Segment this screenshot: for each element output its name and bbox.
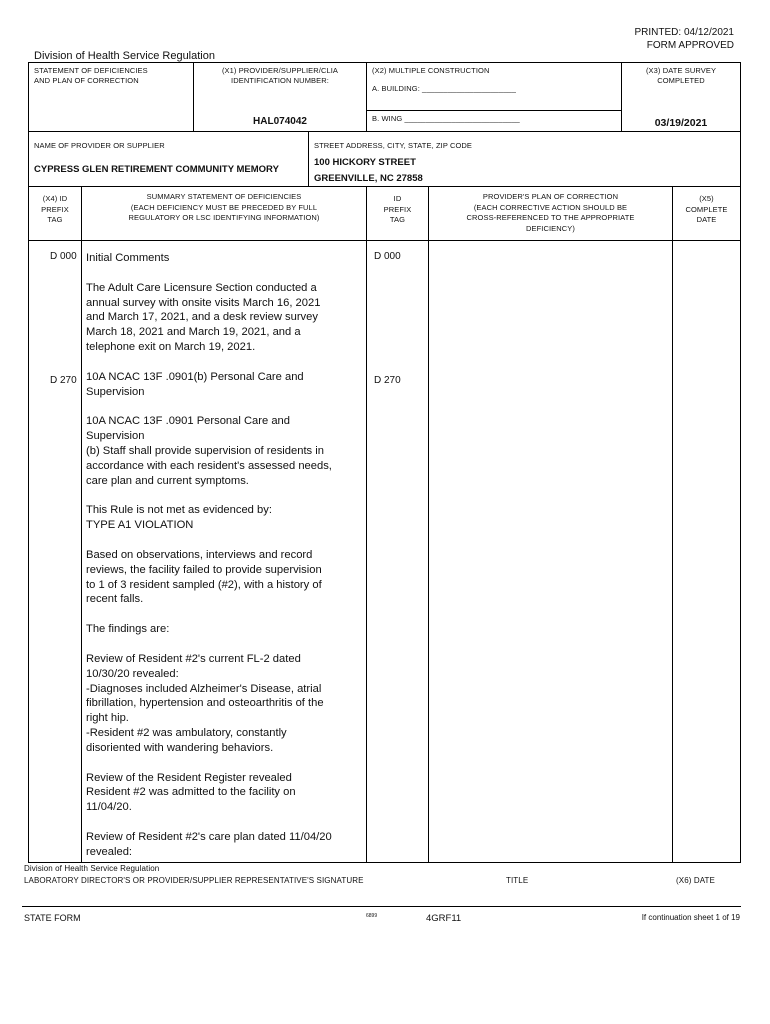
wing-line: B. WING ___________________________ (372, 114, 520, 123)
deficiency-text (86, 251, 364, 861)
tag-d270-right: D 270 (374, 375, 401, 386)
id-header: ID PREFIX TAG (383, 194, 412, 224)
footer-division: Division of Health Service Regulation (24, 864, 160, 873)
signature-label: LABORATORY DIRECTOR'S OR PROVIDER/SUPPLIER REPRESENTATIVE'S SIGNATURE (24, 876, 364, 885)
state-form-label: STATE FORM (24, 913, 81, 923)
tag-d000-right: D 000 (374, 251, 401, 262)
provider-id: HAL074042 (253, 116, 307, 127)
provider-name: CYPRESS GLEN RETIREMENT COMMUNITY MEMORY (34, 164, 279, 175)
x3-label: (X3) DATE SURVEY COMPLETED (645, 66, 717, 85)
continuation-note: If continuation sheet 1 of 19 (641, 913, 740, 922)
title-label: TITLE (506, 876, 529, 885)
address-city: GREENVILLE, NC 27858 (314, 173, 423, 184)
division-title: Division of Health Service Regulation (34, 50, 215, 62)
fl2-paragraph: Review of Resident #2's current FL-2 dated 10/30/20 revealed: -Diagnoses included Alzheimer's Disease, atrial fibrillation, hypertension and osteoarthritis of the right hip. -Resident #2 was ambulatory, constantly disoriented with wandering behaviors. (86, 652, 324, 754)
rule-heading: 10A NCAC 13F .0901(b) Personal Care and Supervision (86, 370, 304, 398)
x4-header: (X4) ID PREFIX TAG (41, 194, 69, 224)
date-label: (X6) DATE (676, 876, 715, 885)
register-paragraph: Review of the Resident Register revealed Resident #2 was admitted to the facility on 11/04/20. (86, 771, 296, 814)
care-plan-paragraph: Review of Resident #2's care plan dated 11/04/20 revealed: (86, 830, 332, 858)
summary-header: SUMMARY STATEMENT OF DEFICIENCIES (EACH DEFICIENCY MUST BE PRECEDED BY FULL REGULATORY OR LSC IDENTIFYING INFORMATION) (128, 192, 320, 222)
x1-label: (X1) PROVIDER/SUPPLIER/CLIA IDENTIFICATION NUMBER: (221, 66, 339, 85)
tag-d000-left: D 000 (50, 251, 77, 262)
printed-date: PRINTED: 04/12/2021 (634, 27, 734, 38)
basis-paragraph: Based on observations, interviews and record reviews, the facility failed to provide supervision to 1 of 3 resident sampled (#2), with a history of recent falls. (86, 548, 322, 606)
plan-header: PROVIDER'S PLAN OF CORRECTION (EACH CORRECTIVE ACTION SHOULD BE CROSS-REFERENCED TO THE APPROPRIATE DEFICIENCY) (466, 192, 635, 233)
tag-d270-left: D 270 (50, 375, 77, 386)
statement-label: STATEMENT OF DEFICIENCIES AND PLAN OF CORRECTION (34, 66, 148, 85)
rule-text: 10A NCAC 13F .0901 Personal Care and Supervision (b) Staff shall provide supervision of residents in accordance with each resident's assessed needs, care plan and current symptoms. (86, 415, 332, 487)
provider-label: NAME OF PROVIDER OR SUPPLIER (34, 141, 165, 150)
address-street: 100 HICKORY STREET (314, 157, 416, 168)
survey-paragraph: The Adult Care Licensure Section conducted a annual survey with onsite visits March 16, 2021 and March 17, 2021, and a desk review survey March 18, 2021 and March 19, 2021, and a telephone exit on March 19, 2021. (86, 281, 321, 353)
building-line: A. BUILDING: ______________________ (372, 84, 517, 93)
violation-paragraph: This Rule is not met as evidenced by: TYPE A1 VIOLATION (86, 504, 272, 532)
x2-label: (X2) MULTIPLE CONSTRUCTION (372, 66, 490, 75)
address-label: STREET ADDRESS, CITY, STATE, ZIP CODE (314, 141, 473, 150)
findings-paragraph: The findings are: (86, 623, 170, 636)
form-number: 6899 (366, 913, 378, 919)
initial-comments-heading: Initial Comments (86, 252, 170, 264)
x5-header: (X5) COMPLETE DATE (685, 194, 728, 224)
form-approved: FORM APPROVED (646, 40, 734, 51)
print-info (635, 26, 735, 52)
survey-date: 03/19/2021 (654, 117, 708, 129)
event-id: 4GRF11 (426, 913, 462, 924)
